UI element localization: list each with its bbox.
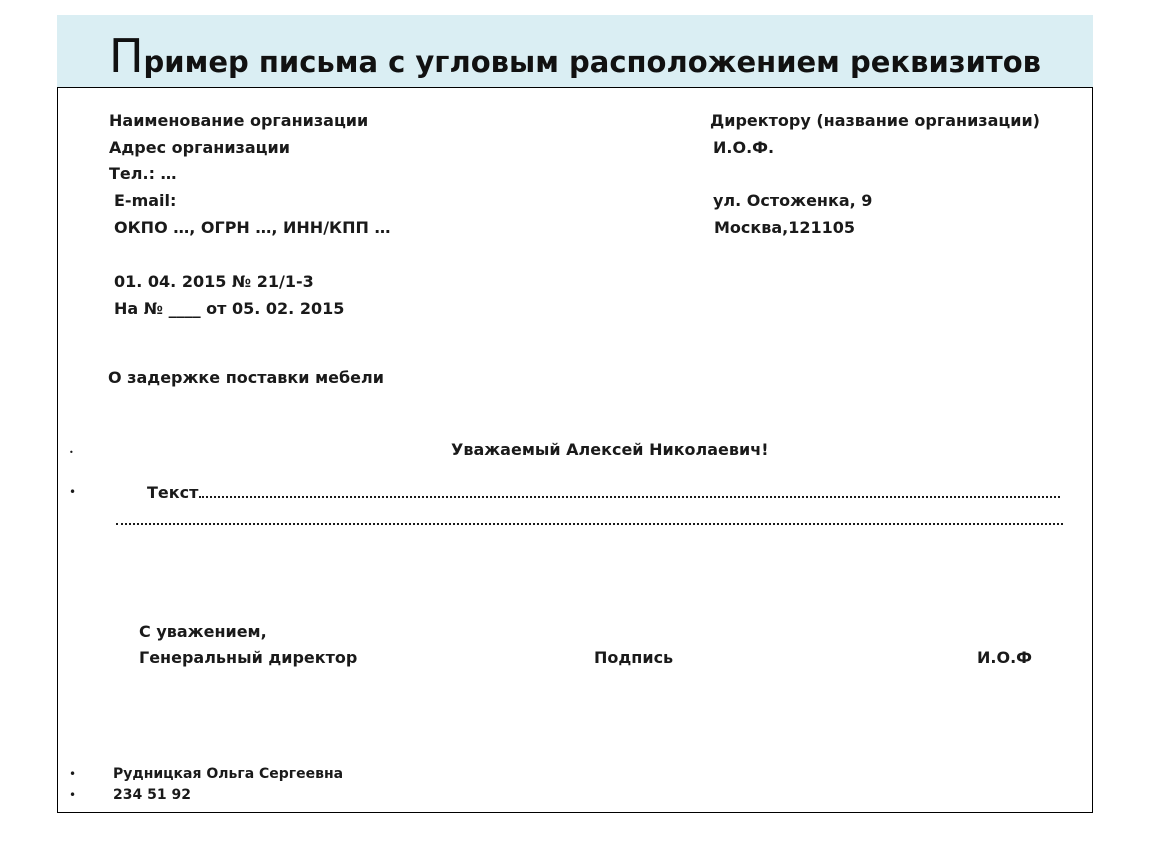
sender-phone: Тел.: … [109,164,177,183]
recipient-city: Москва,121105 [714,218,856,237]
title-rest: ример письма с угловым расположением реквизитов [143,45,1042,79]
page-title [57,15,1093,87]
executor-phone: 234 51 92 [113,787,191,803]
recipient-position: Директору (название организации) [710,111,1040,130]
sender-email: E-mail: [114,191,177,210]
bullet-marker: • [69,788,77,802]
greeting: Уважаемый Алексей Николаевич! [451,440,769,459]
bullet-marker: • [69,448,74,457]
body-dotted-line-2 [116,523,1063,525]
closing-phrase: С уважением, [139,622,267,641]
title-first-letter: П [108,29,144,83]
recipient-name: И.О.Ф. [713,138,775,157]
signer-name: И.О.Ф [977,648,1033,667]
signer-position: Генеральный директор [139,648,358,667]
bullet-marker: • [69,767,77,781]
sender-address: Адрес организации [109,138,290,157]
bullet-marker: • [69,485,77,499]
letter-subject: О задержке поставки мебели [108,368,384,387]
sender-org-name: Наименование организации [109,111,369,130]
title-band [57,15,1093,87]
sender-codes: ОКПО …, ОГРН …, ИНН/КПП … [114,218,391,237]
executor-name: Рудницкая Ольга Сергеевна [113,766,344,782]
letter-reference: На № ____ от 05. 02. 2015 [114,299,345,318]
signature-label: Подпись [594,648,674,667]
letter-date-number: 01. 04. 2015 № 21/1-3 [114,272,314,291]
body-dotted-line-1 [199,496,1060,498]
recipient-street: ул. Остоженка, 9 [713,191,873,210]
body-text-label: Текст [147,483,199,502]
